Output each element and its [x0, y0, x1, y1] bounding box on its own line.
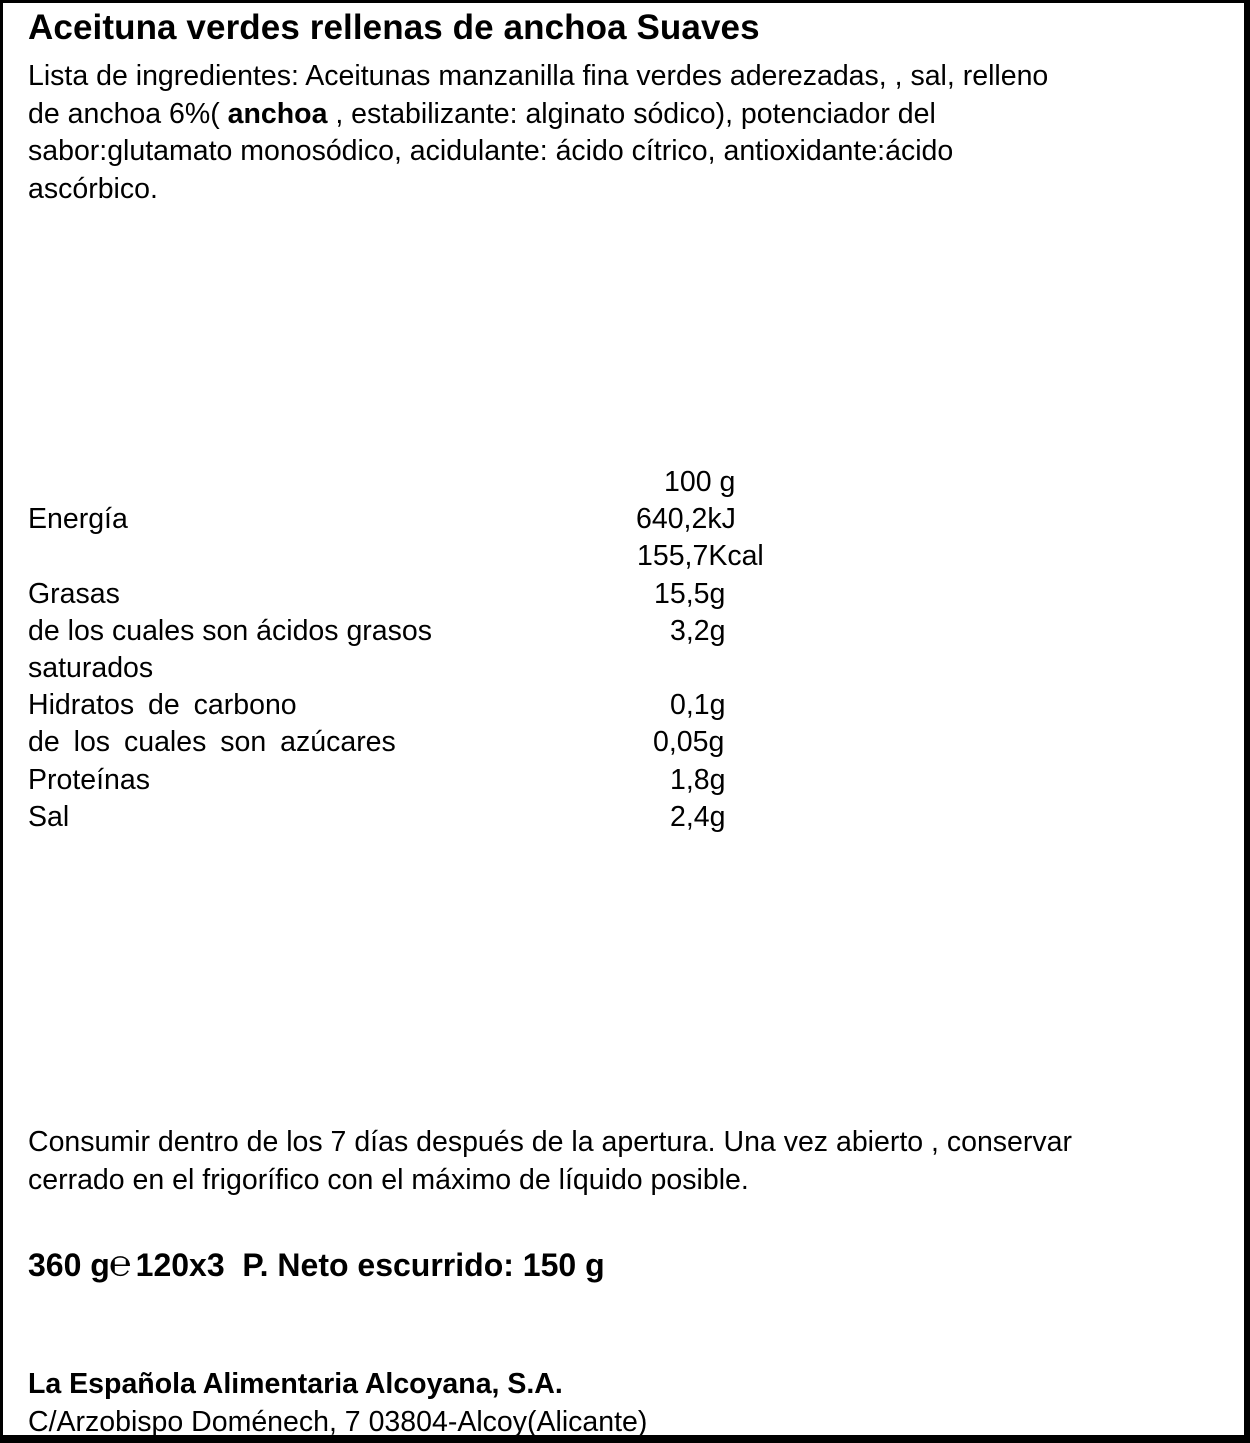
- ingredients-text: , estabilizante: alginato sódico), potenciador del: [327, 97, 936, 130]
- storage-line: Consumir dentro de los 7 días después de la apertura. Una vez abierto , conservar: [28, 1126, 1072, 1158]
- nutrition-label: Sal: [28, 800, 70, 833]
- nutrition-row-saturated-fat: [28, 613, 828, 650]
- nutrition-row-energy-kcal: [28, 538, 828, 575]
- nutrition-label: de los cuales son ácidos grasos: [28, 614, 432, 647]
- nutrition-label: de los cuales son azúcares: [28, 726, 396, 759]
- product-title: Aceituna verdes rellenas de anchoa Suaves: [28, 8, 760, 47]
- estimated-sign-icon: ℮: [108, 1242, 132, 1284]
- nutrition-value: 3,2g: [670, 614, 726, 647]
- nutrition-value: 15,5g: [654, 577, 726, 610]
- storage-instructions: [28, 1123, 1072, 1199]
- ingredients-text: ascórbico.: [28, 172, 158, 205]
- nutrition-label: Energía: [28, 503, 128, 536]
- nutrition-row-salt: [28, 799, 828, 836]
- nutrition-row-sugars: [28, 724, 828, 761]
- nutrition-row-fat: [28, 576, 828, 613]
- nutrition-value: 1,8g: [670, 763, 726, 796]
- ingredients-list: [28, 58, 1228, 208]
- manufacturer-name: La Española Alimentaria Alcoyana, S.A.: [28, 1368, 563, 1400]
- ingredients-text: de anchoa 6%(: [28, 97, 228, 130]
- allergen-highlight: anchoa: [227, 97, 328, 130]
- ingredients-text: sabor:glutamato monosódico, acidulante: ácido cítrico, antioxidante:ácido: [28, 135, 954, 167]
- nutrition-header-row: [28, 464, 828, 501]
- pack-format: 120x3: [135, 1247, 225, 1283]
- net-weight-line: [28, 1243, 605, 1285]
- ingredients-line: [28, 171, 1228, 209]
- nutrition-row-saturated-fat-cont: [28, 650, 828, 687]
- manufacturer-address: C/Arzobispo Doménech, 7 03804-Alcoy(Alicante): [28, 1406, 648, 1438]
- nutrition-row-energy-kj: [28, 501, 828, 538]
- ingredients-text: Lista de ingredientes: Aceitunas manzanilla fina verdes aderezadas, , sal, relleno: [28, 60, 1049, 92]
- nutrition-value: 640,2kJ: [636, 503, 736, 536]
- nutrition-label: saturados: [28, 651, 154, 684]
- ingredients-line: [28, 133, 1228, 171]
- nutrition-table: [28, 464, 828, 836]
- nutrition-value: 155,7Kcal: [637, 540, 764, 573]
- nutrition-value: 0,1g: [670, 689, 726, 722]
- ingredients-line: [28, 58, 1228, 96]
- nutrition-label: Proteínas: [28, 763, 150, 796]
- nutrition-header-per-100g: 100 g: [664, 466, 736, 498]
- nutrition-row-carbohydrates: [28, 687, 828, 724]
- storage-line: cerrado en el frigorífico con el máximo de líquido posible.: [28, 1164, 749, 1196]
- nutrition-value: 2,4g: [670, 800, 726, 833]
- drained-weight: P. Neto escurrido: 150 g: [242, 1247, 605, 1283]
- nutrition-label: Hidratos de carbono: [28, 689, 297, 722]
- nutrition-row-protein: [28, 762, 828, 799]
- nutrition-label: Grasas: [28, 577, 120, 610]
- total-weight: 360 g: [28, 1247, 110, 1283]
- nutrition-value: 0,05g: [653, 726, 725, 759]
- ingredients-line: [28, 96, 1228, 134]
